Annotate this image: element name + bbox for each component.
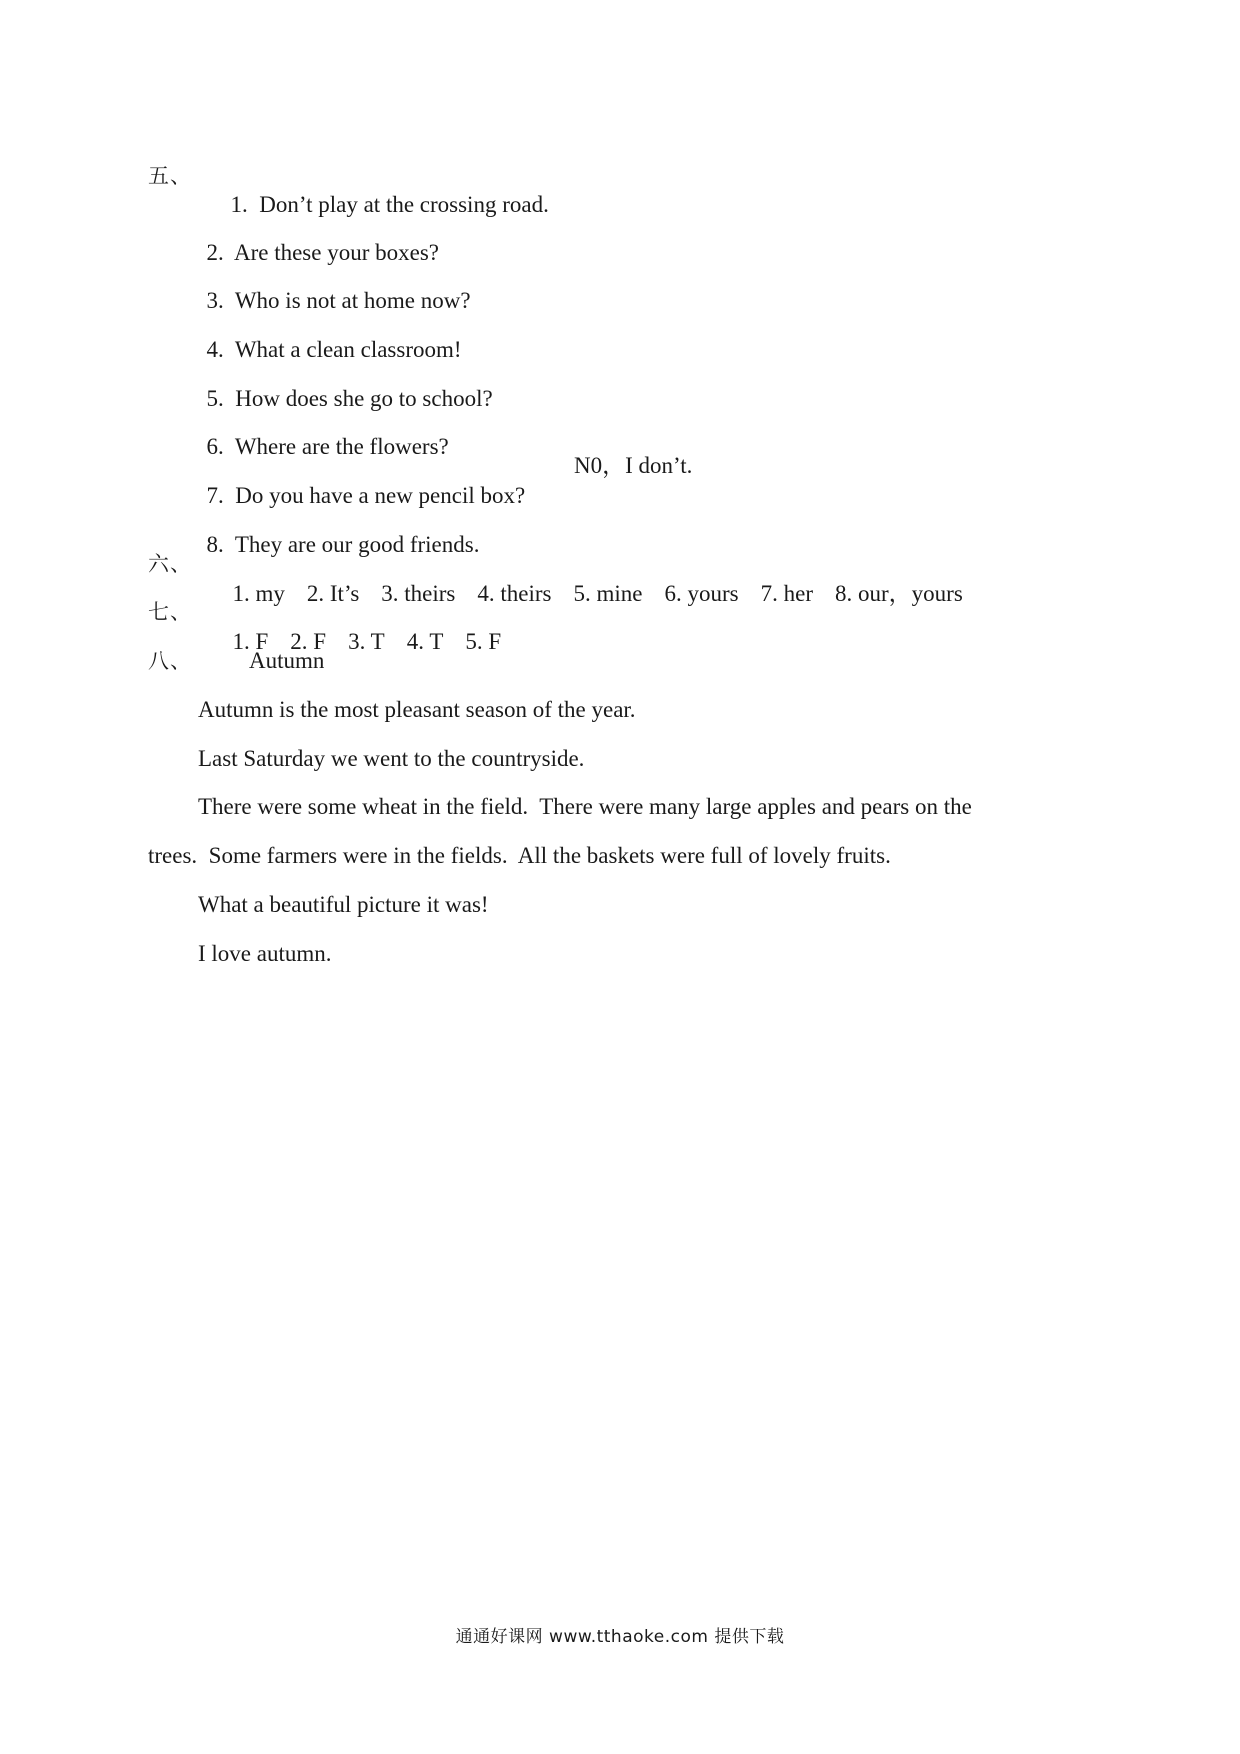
answer-item: 2. F [290,629,327,654]
item-text: Where are the flowers? [234,434,449,459]
item-number: 6. [206,434,224,459]
section-5-label: 五、 [148,164,192,188]
paragraph-line: Last Saturday we went to the countryside. [198,746,585,771]
paragraph-line: I love autumn. [198,941,332,966]
section-7-label: 七、 [148,600,192,624]
item-number: 4. [206,337,224,362]
answer-item: 4. theirs [477,581,552,606]
item-number: 5. [206,386,224,411]
paragraph-line: trees. Some farmers were in the fields. All the baskets were full of lovely fruits. [148,843,891,868]
paragraph-line: What a beautiful picture it was! [198,892,489,917]
answer-item: 4. T [406,629,444,654]
answer-item: 3. theirs [381,581,456,606]
item-text: Do you have a new pencil box? [235,483,526,508]
item-text: What a clean classroom! [234,337,462,362]
item-number: 3. [206,288,224,313]
item-text: How does she go to school? [235,386,493,411]
section-7-answers [198,597,523,687]
answer-item: 8. our，yours [835,581,963,606]
item-text: Are these your boxes? [233,240,439,265]
answer-item: 3. T [348,629,385,654]
paragraph-line: There were some wheat in the field. There were many large apples and pears on the [198,794,972,819]
section-8-label: 八、 [148,649,192,673]
answer-item: 1. my [232,581,285,606]
paragraph-line: Autumn is the most pleasant season of the year. [198,697,636,722]
item-extra-answer: N0，I don’t. [574,453,693,478]
item-number: 2. [206,240,224,265]
page-footer: 通通好课网 www.tthaoke.com 提供下载 [455,1627,785,1647]
answer-item: 7. her [760,581,813,606]
item-text: They are our good friends. [234,532,480,557]
item-number: 7. [206,483,224,508]
answer-item: 5. F [465,629,502,654]
item-text: Don’t play at the crossing road. [259,192,549,217]
item-number: 8. [206,532,224,557]
answer-item: 1. F [232,629,269,654]
answer-item: 2. It’s [306,581,360,606]
section-6-label: 六、 [148,552,192,576]
item-number: 1. [230,192,248,217]
item-text: Who is not at home now? [234,288,471,313]
answer-item: 5. mine [573,581,643,606]
essay-title: Autumn [249,648,325,673]
answer-item: 6. yours [664,581,739,606]
